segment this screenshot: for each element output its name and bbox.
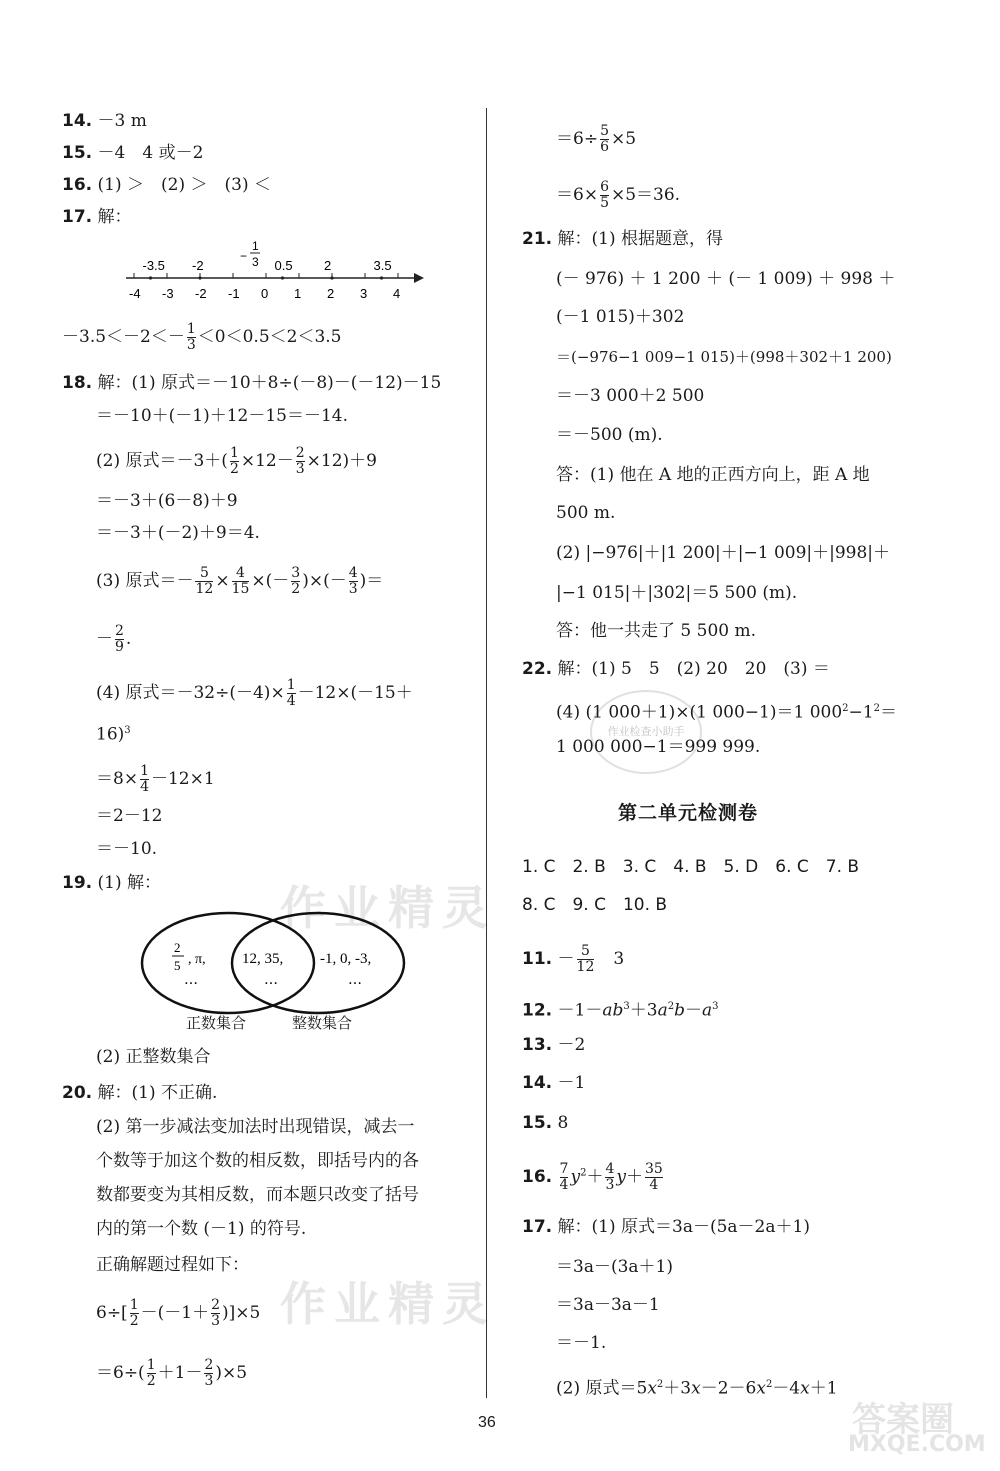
right-q21-l10: |−1 015|＋|302|＝5 500 (m).	[556, 583, 798, 603]
numline-top-label: 0.5	[274, 258, 293, 273]
s2-q17-l4: ＝－1.	[556, 1333, 607, 1353]
numline-top-label: -3.5	[142, 258, 165, 273]
section-title: 第二单元检测卷	[618, 802, 759, 824]
s2-q14: 14. －1	[522, 1073, 586, 1093]
left-q20-l3: 个数等于加这个数的相反数，即括号内的各	[96, 1151, 419, 1171]
left-q17: 17. 解：	[62, 207, 132, 227]
numline-bottom-label: -3	[162, 286, 174, 301]
left-q18-l7: － $\frac{2}{9}$ .	[96, 623, 132, 655]
numline-bottom-label: 0	[261, 286, 269, 301]
left-q20-l7: 6÷[ $\frac{1}{2}$ －(－1＋ $\frac{2}{3}$ )]×5	[96, 1297, 261, 1329]
left-q20-l8: ＝6÷( $\frac{1}{2}$ ＋1－ $\frac{2}{3}$ )×5	[96, 1357, 248, 1389]
numline-bottom-label: 4	[393, 286, 401, 301]
page-number: 36	[478, 1414, 496, 1431]
s2-a2: 8. C 9. C 10. B	[522, 895, 668, 915]
numline-top-label: -2	[192, 258, 204, 273]
s2-q17-l3: ＝3a－3a－1	[556, 1295, 660, 1315]
numline-point	[281, 276, 284, 279]
numline-bottom-label: 2	[327, 286, 335, 301]
numline-frac-minus: −	[240, 249, 248, 263]
numline-frac-num: 1	[252, 239, 259, 253]
numline-bottom-label: -2	[195, 286, 207, 301]
numline-top-label: 2	[324, 258, 332, 273]
s2-q16: 16. $\frac{7}{4}$ $y^2+$ $\frac{4}{3}$ y＋ $\frac{35}{4}$	[522, 1161, 663, 1193]
numline-bottom-label: -4	[129, 286, 141, 301]
right-q21-l9: (2) |−976|＋|1 200|＋|−1 009|＋|998|＋	[556, 543, 891, 563]
right-q21-l8: 500 m.	[556, 503, 616, 523]
venn-right: -1, 0, -3,	[320, 951, 372, 967]
left-q20-l4: 数都要变为其相反数，而本题只改变了括号	[96, 1185, 419, 1205]
watermark-top: 作业精灵	[280, 881, 496, 935]
venn-diagram	[138, 908, 408, 1038]
venn-label-right: 整数集合	[292, 1014, 353, 1032]
numline-point	[149, 276, 152, 279]
venn-label-left: 正数集合	[186, 1014, 247, 1032]
right-q22-l1: 22. 解：(1) 5 5 (2) 20 20 (3) ＝	[522, 659, 830, 679]
left-q18-l12: ＝－10.	[96, 839, 158, 859]
left-q18-l1: 18. 解：(1) 原式＝－10＋8÷(－8)－(－12)－15	[62, 373, 442, 393]
left-q17-order: －3.5＜－2＜－ $\frac{1}{3}$ ＜0＜0.5＜2＜3.5	[62, 321, 342, 353]
left-q18-l10: ＝8× $\frac{1}{4}$ －12×1	[96, 763, 215, 795]
right-r2: ＝6× $\frac{6}{5}$ ×5＝36.	[556, 179, 681, 211]
numline-frac-den: 3	[252, 255, 259, 269]
watermark-logo: 答案圈	[852, 1400, 954, 1440]
watermark-bottom: 作业精灵	[280, 1277, 496, 1331]
left-q18-l4: ＝－3＋(6－8)＋9	[96, 491, 238, 511]
left-q20-l1: 20. 解：(1) 不正确.	[62, 1083, 218, 1103]
right-q22-l2: (4) (1 000＋1)×(1 000−1)＝1 $000^2-1^2=$	[556, 702, 897, 723]
column-divider	[486, 108, 487, 1398]
s2-q17-l1: 17. 解：(1) 原式＝3a－(5a－2a＋1)	[522, 1217, 810, 1237]
s2-q12: 12. $-1-ab^3+3a^2b-a^3$	[522, 1000, 719, 1021]
right-q21-l3: (－1 015)＋302	[556, 307, 685, 327]
left-q18-l6: (3) 原式＝－ $\frac{5}{12}$ × $\frac{4}{15}$ ×(－ $\frac{3}{2}$ )×(－ $\frac{4}{3}$ )＝	[96, 565, 384, 597]
s2-a1: 1. C 2. B 3. C 4. B 5. D 6. C 7. B	[522, 857, 860, 877]
left-q18-l11: ＝2－12	[96, 806, 163, 826]
left-q18-l5: ＝－3＋(－2)＋9＝4.	[96, 523, 260, 543]
svg-text:2: 2	[174, 940, 181, 955]
numline-top-label: 3.5	[373, 258, 392, 273]
venn-mid: 12, 35,	[242, 951, 284, 967]
numline-bottom-label: 1	[294, 286, 302, 301]
left-q18-l9: 16)$^3$	[96, 724, 131, 745]
s2-q15: 15. 8	[522, 1113, 569, 1133]
numline-point	[330, 276, 333, 279]
right-q21-l4: ＝(−976−1 009−1 015)＋(998＋302＋1 200)	[556, 348, 892, 366]
numline-point	[380, 276, 383, 279]
numline-bottom-label: 3	[360, 286, 368, 301]
right-q21-l11: 答：他一共走了 5 500 m.	[556, 621, 756, 641]
right-r1: ＝6÷ $\frac{5}{6}$ ×5	[556, 123, 637, 155]
left-q20-l6: 正确解题过程如下：	[96, 1255, 249, 1275]
right-q21-l1: 21. 解：(1) 根据题意，得	[522, 229, 724, 249]
right-q21-l6: ＝－500 (m).	[556, 425, 663, 445]
svg-text:5: 5	[174, 958, 181, 973]
left-q14: 14. －3 m	[62, 111, 147, 131]
right-q21-l7: 答：(1) 他在 A 地的正西方向上，距 A 地	[556, 465, 870, 485]
left-q20-l2: (2) 第一步减法变加法时出现错误，减去一	[96, 1117, 415, 1137]
left-q20-l5: 内的第一个数 (－1) 的符号.	[96, 1219, 307, 1239]
watermark-url: MXQE.COM	[848, 1432, 986, 1457]
s2-q17-l2: ＝3a－(3a＋1)	[556, 1257, 673, 1277]
left-q18-l8: (4) 原式＝－32÷(－4)× $\frac{1}{4}$ －12×(－15＋	[96, 677, 413, 709]
left-q19-l1: 19. (1) 解：	[62, 873, 162, 893]
s2-q17-l5: (2) 原式$=5x^2+3x-2-6x^2-4x+1$	[556, 1378, 838, 1399]
numline-point	[198, 276, 201, 279]
left-q18-l3: (2) 原式＝－3＋( $\frac{1}{2}$ ×12－ $\frac{2}{3}$ ×12)＋9	[96, 445, 377, 477]
right-q22-l3: 1 000 000−1＝999 999.	[556, 737, 761, 757]
stamp: 作业检查小助手	[590, 690, 702, 774]
number-line	[118, 236, 428, 306]
s2-q11: 11. － $\frac{5}{12}$ 3	[522, 943, 625, 975]
left-q18-l2: ＝－10＋(－1)＋12－15＝－14.	[96, 406, 349, 426]
right-q21-l2: (－ 976) ＋ 1 200 ＋ (－ 1 009) ＋ 998 ＋	[556, 269, 896, 289]
venn-left-dots: …	[184, 972, 198, 988]
left-q16: 16. (1) ＞ (2) ＞ (3) ＜	[62, 175, 271, 195]
svg-text:, π,: , π,	[188, 952, 206, 967]
s2-q13: 13. －2	[522, 1035, 586, 1055]
numline-bottom-label: -1	[228, 286, 240, 301]
left-q15: 15. －4 4 或－2	[62, 143, 204, 163]
right-q21-l5: ＝－3 000＋2 500	[556, 386, 705, 406]
left-q19-l2: (2) 正整数集合	[96, 1047, 211, 1067]
venn-right-dots: …	[348, 972, 362, 988]
venn-mid-dots: …	[264, 972, 278, 988]
